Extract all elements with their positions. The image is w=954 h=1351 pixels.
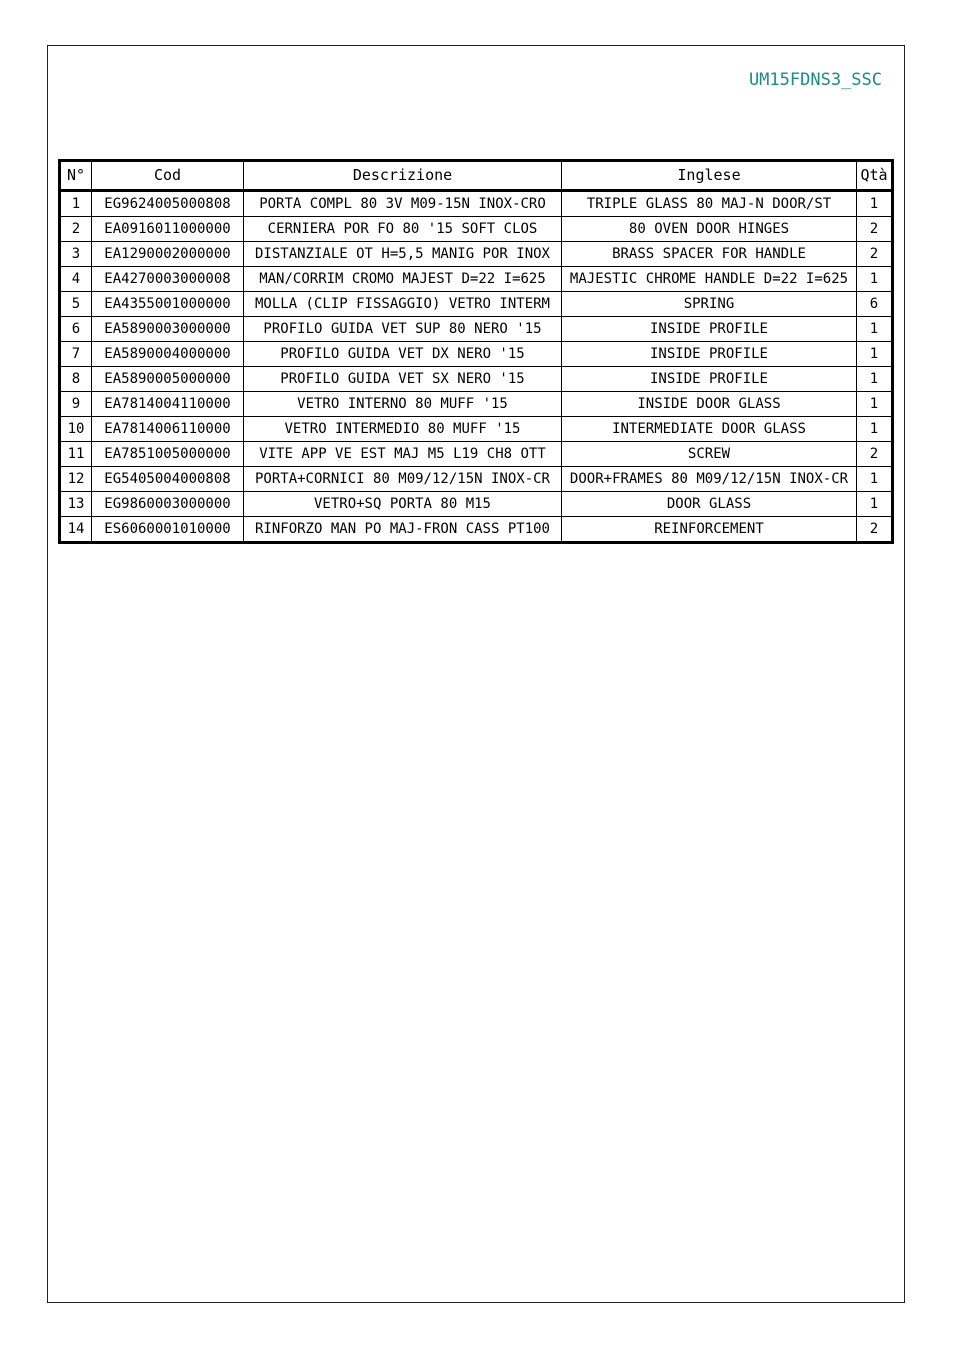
cell-n: 10 [60, 417, 92, 442]
cell-qta: 2 [857, 442, 893, 467]
table-row [60, 242, 893, 267]
cell-descrizione: MAN/CORRIM CROMO MAJEST D=22 I=625 [244, 267, 562, 292]
header-inglese: Inglese [562, 161, 857, 191]
cell-descrizione: CERNIERA POR FO 80 '15 SOFT CLOS [244, 217, 562, 242]
cell-cod: EA4270003000008 [92, 267, 244, 292]
cell-qta: 6 [857, 292, 893, 317]
cell-cod: EA1290002000000 [92, 242, 244, 267]
parts-table [58, 159, 894, 544]
table-row [60, 367, 893, 392]
cell-descrizione: PROFILO GUIDA VET SUP 80 NERO '15 [244, 317, 562, 342]
cell-cod: EG5405004000808 [92, 467, 244, 492]
cell-qta: 1 [857, 342, 893, 367]
cell-cod: EA7814006110000 [92, 417, 244, 442]
cell-descrizione: PROFILO GUIDA VET DX NERO '15 [244, 342, 562, 367]
table-row [60, 417, 893, 442]
cell-n: 7 [60, 342, 92, 367]
header-qta: Qtà [857, 161, 893, 191]
table-row [60, 492, 893, 517]
cell-descrizione: DISTANZIALE OT H=5,5 MANIG POR INOX [244, 242, 562, 267]
cell-n: 9 [60, 392, 92, 417]
cell-descrizione: MOLLA (CLIP FISSAGGIO) VETRO INTERM [244, 292, 562, 317]
cell-qta: 1 [857, 317, 893, 342]
table-row [60, 392, 893, 417]
header-descrizione: Descrizione [244, 161, 562, 191]
document-code: UM15FDNS3_SSC [748, 70, 882, 90]
cell-qta: 1 [857, 417, 893, 442]
cell-inglese: 80 OVEN DOOR HINGES [562, 217, 857, 242]
table-row [60, 317, 893, 342]
cell-descrizione: VETRO+SQ PORTA 80 M15 [244, 492, 562, 517]
table-row [60, 267, 893, 292]
cell-qta: 1 [857, 492, 893, 517]
cell-inglese: INTERMEDIATE DOOR GLASS [562, 417, 857, 442]
cell-n: 3 [60, 242, 92, 267]
cell-qta: 1 [857, 267, 893, 292]
table-row [60, 217, 893, 242]
cell-descrizione: PROFILO GUIDA VET SX NERO '15 [244, 367, 562, 392]
table-row [60, 517, 893, 543]
cell-cod: EA5890005000000 [92, 367, 244, 392]
table-row [60, 467, 893, 492]
table-row [60, 342, 893, 367]
cell-qta: 1 [857, 392, 893, 417]
cell-n: 14 [60, 517, 92, 543]
cell-qta: 1 [857, 367, 893, 392]
cell-n: 6 [60, 317, 92, 342]
cell-inglese: BRASS SPACER FOR HANDLE [562, 242, 857, 267]
cell-qta: 1 [857, 191, 893, 217]
cell-n: 12 [60, 467, 92, 492]
table-row [60, 191, 893, 217]
cell-cod: EA5890004000000 [92, 342, 244, 367]
cell-inglese: DOOR GLASS [562, 492, 857, 517]
cell-qta: 2 [857, 517, 893, 543]
cell-inglese: DOOR+FRAMES 80 M09/12/15N INOX-CR [562, 467, 857, 492]
cell-inglese: SPRING [562, 292, 857, 317]
cell-descrizione: VETRO INTERMEDIO 80 MUFF '15 [244, 417, 562, 442]
cell-inglese: INSIDE PROFILE [562, 317, 857, 342]
cell-descrizione: PORTA+CORNICI 80 M09/12/15N INOX-CR [244, 467, 562, 492]
cell-n: 5 [60, 292, 92, 317]
cell-qta: 1 [857, 467, 893, 492]
cell-cod: EA4355001000000 [92, 292, 244, 317]
cell-inglese: INSIDE DOOR GLASS [562, 392, 857, 417]
cell-cod: EA0916011000000 [92, 217, 244, 242]
cell-descrizione: PORTA COMPL 80 3V M09-15N INOX-CRO [244, 191, 562, 217]
cell-qta: 2 [857, 217, 893, 242]
cell-n: 1 [60, 191, 92, 217]
cell-inglese: SCREW [562, 442, 857, 467]
cell-cod: EA5890003000000 [92, 317, 244, 342]
table-row [60, 442, 893, 467]
cell-n: 11 [60, 442, 92, 467]
cell-cod: ES6060001010000 [92, 517, 244, 543]
header-cod: Cod [92, 161, 244, 191]
cell-qta: 2 [857, 242, 893, 267]
cell-cod: EA7851005000000 [92, 442, 244, 467]
cell-descrizione: RINFORZO MAN PO MAJ-FRON CASS PT100 [244, 517, 562, 543]
cell-inglese: REINFORCEMENT [562, 517, 857, 543]
table-header-row [60, 161, 893, 191]
cell-n: 8 [60, 367, 92, 392]
cell-cod: EG9624005000808 [92, 191, 244, 217]
cell-cod: EA7814004110000 [92, 392, 244, 417]
cell-n: 4 [60, 267, 92, 292]
cell-descrizione: VITE APP VE EST MAJ M5 L19 CH8 OTT [244, 442, 562, 467]
cell-n: 13 [60, 492, 92, 517]
cell-cod: EG9860003000000 [92, 492, 244, 517]
cell-n: 2 [60, 217, 92, 242]
cell-inglese: INSIDE PROFILE [562, 342, 857, 367]
header-n: N° [60, 161, 92, 191]
cell-inglese: MAJESTIC CHROME HANDLE D=22 I=625 [562, 267, 857, 292]
cell-descrizione: VETRO INTERNO 80 MUFF '15 [244, 392, 562, 417]
cell-inglese: INSIDE PROFILE [562, 367, 857, 392]
cell-inglese: TRIPLE GLASS 80 MAJ-N DOOR/ST [562, 191, 857, 217]
table-row [60, 292, 893, 317]
